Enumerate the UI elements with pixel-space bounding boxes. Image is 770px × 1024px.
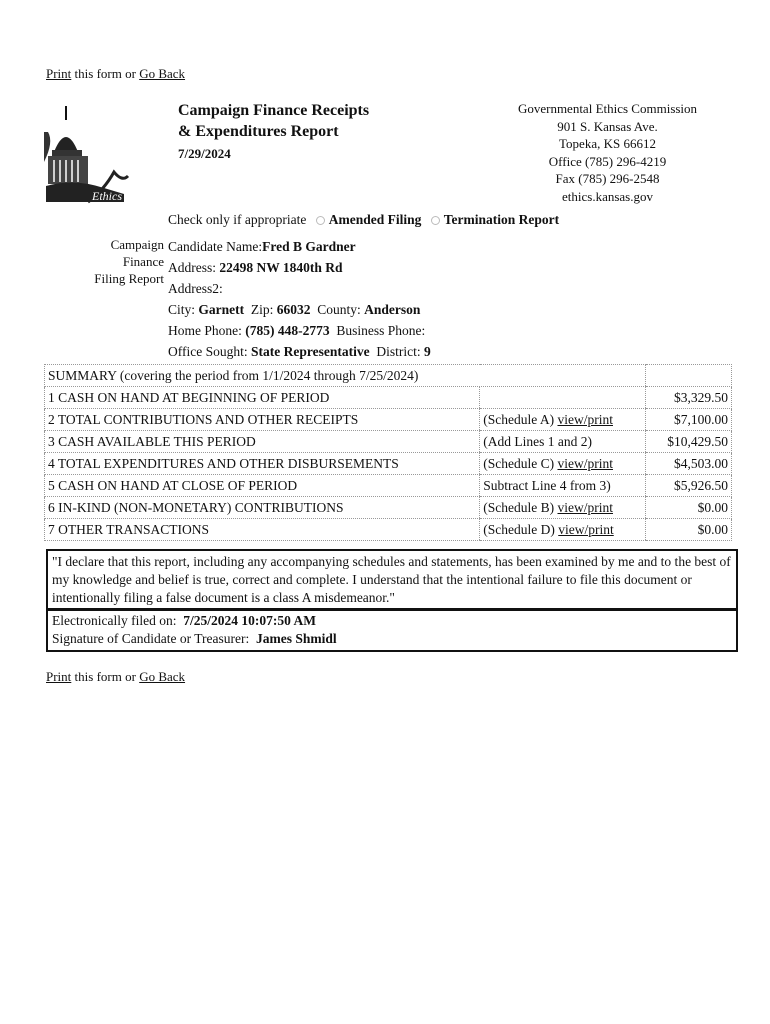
- go-back-link[interactable]: Go Back: [139, 669, 186, 684]
- agency-website: ethics.kansas.gov: [562, 188, 653, 204]
- filing-type-options: [168, 212, 559, 228]
- nav-text: this form or: [71, 66, 140, 81]
- nav-top: [46, 66, 185, 82]
- summary-amount: $4,503.00: [645, 453, 731, 475]
- summary-amount: $0.00: [645, 497, 731, 519]
- declaration-box: "I declare that this report, including any accompanying schedules and statements, has been examined by me and to the best of my knowledge and belief is true, correct and complete. I understand that the intentional failure to file this document or intentionally filing a false document is a class A misdemeanor.": [46, 549, 738, 611]
- summary-amount: $5,926.50: [645, 475, 731, 497]
- filed-on-value: 7/25/2024 10:07:50 AM: [183, 613, 316, 628]
- report-title-block: [178, 100, 369, 162]
- candidate-zip: 66032: [276, 302, 311, 317]
- candidate-address: 22498 NW 1840th Rd: [219, 260, 343, 275]
- summary-amount: $10,429.50: [645, 431, 731, 453]
- summary-row: 5 CASH ON HAND AT CLOSE OF PERIOD Subtract Line 4 from 3) $5,926.50: [45, 475, 732, 497]
- summary-amount: $3,329.50: [645, 387, 731, 409]
- go-back-link[interactable]: Go Back: [139, 66, 186, 81]
- agency-street: 901 S. Kansas Ave.: [557, 118, 658, 134]
- candidate-name: Fred B Gardner: [262, 239, 356, 254]
- side-label-line3: Filing Report: [94, 271, 164, 286]
- summary-row: 4 TOTAL EXPENDITURES AND OTHER DISBURSEMENTS (Schedule C) view/print $4,503.00: [45, 453, 732, 475]
- filing-info-box: [46, 608, 738, 652]
- report-title-line1: Campaign Finance Receipts: [178, 102, 370, 119]
- agency-city: Topeka, KS 66612: [559, 136, 656, 151]
- summary-row: 1 CASH ON HAND AT BEGINNING OF PERIOD $3,329.50: [45, 387, 732, 409]
- agency-office-phone: Office (785) 296-4219: [548, 153, 667, 169]
- side-label-line1: Campaign: [110, 237, 164, 252]
- candidate-name-row: Candidate Name:Fred B Gardner: [168, 239, 356, 254]
- candidate-county: Anderson: [364, 302, 421, 317]
- seal-text: Ethics: [92, 189, 122, 203]
- termination-report-radio[interactable]: [431, 216, 440, 225]
- agency-fax: Fax (785) 296-2548: [555, 171, 660, 186]
- schedule-d-view-link[interactable]: view/print: [558, 521, 614, 537]
- summary-amount: $0.00: [645, 519, 731, 541]
- candidate-address2-row: Address2:: [168, 281, 223, 296]
- termination-report-label: Termination Report: [443, 212, 560, 227]
- schedule-b-view-link[interactable]: view/print: [557, 499, 613, 515]
- candidate-phone-row: Home Phone: (785) 448-2773 Business Phone:: [168, 323, 426, 338]
- candidate-address-row: Address: 22498 NW 1840th Rd: [168, 260, 343, 275]
- nav-text: this form or: [71, 669, 140, 684]
- check-prompt: Check only if appropriate: [168, 212, 307, 227]
- summary-row: 6 IN-KIND (NON-MONETARY) CONTRIBUTIONS (Schedule B) view/print $0.00: [45, 497, 732, 519]
- summary-amount: $7,100.00: [645, 409, 731, 431]
- amended-filing-radio[interactable]: [316, 216, 325, 225]
- summary-row: 7 OTHER TRANSACTIONS (Schedule D) view/print $0.00: [45, 519, 732, 541]
- side-label-line2: Finance: [122, 254, 164, 269]
- candidate-home-phone: (785) 448-2773: [245, 323, 330, 338]
- candidate-district: 9: [423, 344, 431, 359]
- candidate-office: State Representative: [251, 344, 370, 359]
- print-link[interactable]: Print: [46, 669, 72, 684]
- signature-value: James Shmidl: [255, 631, 337, 646]
- summary-heading: SUMMARY (covering the period from 1/1/2024 through 7/25/2024): [45, 365, 646, 387]
- candidate-city: Garnett: [198, 302, 245, 317]
- schedule-a-view-link[interactable]: view/print: [557, 411, 613, 427]
- side-label: [74, 236, 164, 287]
- report-title-line2: & Expenditures Report: [178, 123, 339, 140]
- candidate-office-row: Office Sought: State Representative District: 9: [168, 344, 431, 359]
- ethics-commission-seal-logo: [44, 102, 134, 204]
- agency-name: Governmental Ethics Commission: [517, 101, 698, 116]
- candidate-info: [168, 236, 431, 362]
- schedule-c-view-link[interactable]: view/print: [557, 455, 613, 471]
- filed-on-row: Electronically filed on: 7/25/2024 10:07:50 AM: [52, 613, 316, 628]
- summary-row: 3 CASH AVAILABLE THIS PERIOD (Add Lines 1 and 2) $10,429.50: [45, 431, 732, 453]
- signature-row: Signature of Candidate or Treasurer: James Shmidl: [52, 631, 337, 646]
- summary-table: [44, 364, 732, 541]
- summary-row: 2 TOTAL CONTRIBUTIONS AND OTHER RECEIPTS (Schedule A) view/print $7,100.00: [45, 409, 732, 431]
- agency-address: [485, 100, 730, 205]
- print-link[interactable]: Print: [46, 66, 72, 81]
- candidate-city-row: City: Garnett Zip: 66032 County: Anderson: [168, 302, 421, 317]
- report-date: 7/29/2024: [178, 146, 231, 161]
- amended-filing-label: Amended Filing: [328, 212, 422, 227]
- nav-bottom: [46, 669, 185, 685]
